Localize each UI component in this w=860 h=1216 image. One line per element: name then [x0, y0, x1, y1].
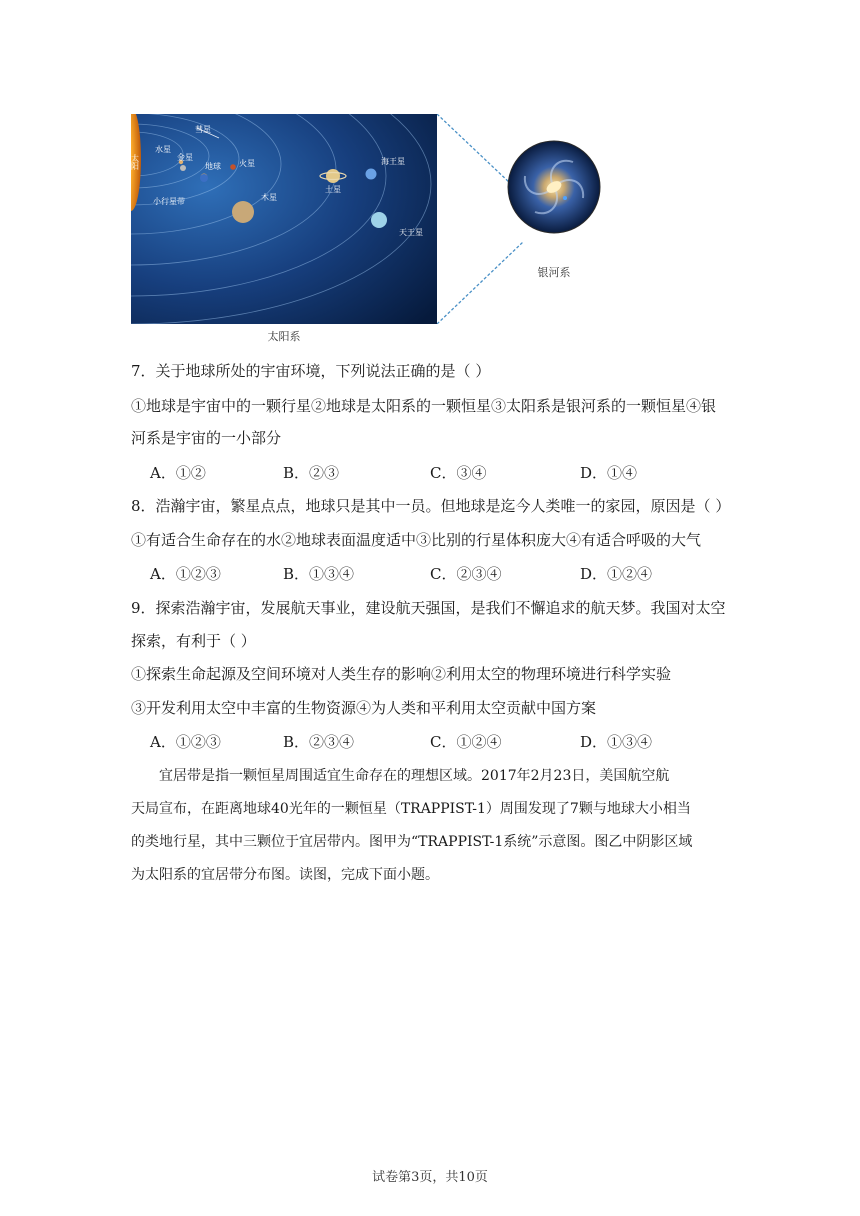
label-jupiter: 木星 [261, 193, 277, 202]
label-asteroid-belt: 小行星带 [153, 197, 185, 206]
question-9-stem: 9．探索浩瀚宇宙，发展航天事业，建设航天强国，是我们不懈追求的航天梦。我国对太空 [131, 599, 726, 617]
question-8-option-b[interactable]: B．①③④ [283, 565, 355, 583]
galaxy-caption: 银河系 [537, 266, 571, 279]
question-9-line-3: ③开发利用太空中丰富的生物资源④为人类和平利用太空贡献中国方案 [131, 699, 597, 717]
question-7-option-d[interactable]: D．①④ [580, 464, 638, 482]
question-9-option-d[interactable]: D．①③④ [580, 733, 653, 751]
question-8-line-1: ①有适合生命存在的水②地球表面温度适中③比别的行星体积庞大④有适合呼吸的大气 [131, 531, 702, 549]
question-9-option-c[interactable]: C．①②④ [430, 733, 502, 751]
galaxy-image [507, 140, 601, 234]
question-8-option-c[interactable]: C．②③④ [430, 565, 502, 583]
question-9-line-2: ①探索生命起源及空间环境对人类生存的影响②利用太空的物理环境进行科学实验 [131, 665, 672, 683]
question-7-option-a[interactable]: A．①② [150, 464, 206, 482]
label-venus: 金星 [177, 153, 193, 162]
question-7-line-1: ①地球是宇宙中的一颗行星②地球是太阳系的一颗恒星③太阳系是银河系的一颗恒星④银 [131, 397, 717, 415]
solar-system-image [131, 114, 437, 324]
passage-line-4: 为太阳系的宜居带分布图。读图，完成下面小题。 [131, 867, 439, 883]
question-8-option-a[interactable]: A．①②③ [150, 565, 221, 583]
label-mercury: 水星 [155, 145, 171, 154]
question-9-option-b[interactable]: B．②③④ [283, 733, 355, 751]
label-saturn: 土星 [325, 185, 341, 194]
question-7-stem: 7．关于地球所处的宇宙环境，下列说法正确的是（ ） [131, 362, 491, 380]
label-neptune: 海王星 [381, 157, 405, 166]
passage-line-3: 的类地行星，其中三颗位于宜居带内。图甲为“TRAPPIST-1系统”示意图。图乙中阴影区域 [131, 834, 693, 850]
question-8-stem: 8．浩瀚宇宙，繁星点点，地球只是其中一员。但地球是迄今人类唯一的家园，原因是（ ） [131, 497, 731, 515]
passage [131, 760, 731, 892]
label-mars: 火星 [239, 159, 255, 168]
question-9-line-1: 探索，有利于（ ） [131, 632, 256, 650]
question-7-line-2: 河系是宇宙的一小部分 [131, 429, 282, 447]
question-8-option-d[interactable]: D．①②④ [580, 565, 653, 583]
passage-line-2: 天局宣布，在距离地球40光年的一颗恒星（TRAPPIST-1）周围发现了7颗与地球大小相当 [131, 801, 691, 817]
page-footer: 试卷第3页，共10页 [372, 1170, 488, 1185]
label-comet: 彗星 [195, 125, 211, 134]
question-9-option-a[interactable]: A．①②③ [150, 733, 221, 751]
question-7-option-c[interactable]: C．③④ [430, 464, 487, 482]
passage-line-1: 宜居带是指一颗恒星周围适宜生命存在的理想区域。2017年2月23日，美国航空航 [131, 768, 670, 784]
solar-system-figure [131, 114, 651, 346]
solar-system-caption: 太阳系 [267, 330, 301, 343]
label-earth: 地球 [205, 162, 221, 171]
label-uranus: 天王星 [399, 228, 423, 237]
label-sun: 太阳 [131, 154, 140, 170]
question-7-option-b[interactable]: B．②③ [283, 464, 340, 482]
